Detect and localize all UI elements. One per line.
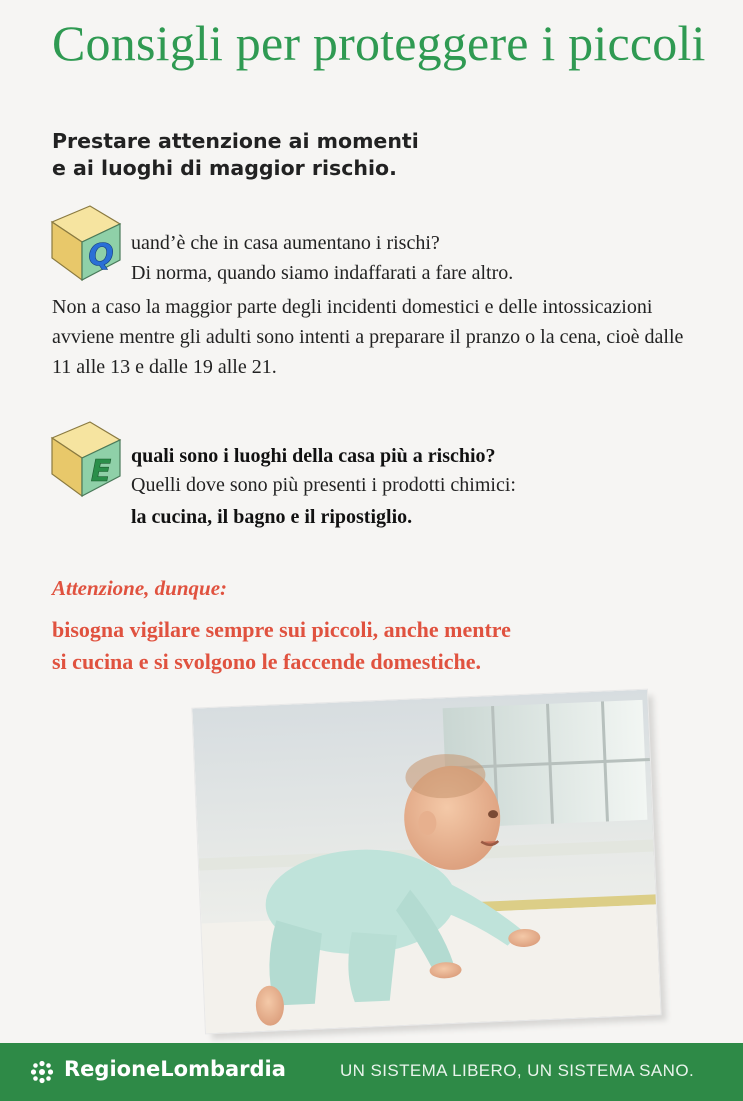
e-question-line: quali sono i luoghi della casa più a rischio? — [131, 445, 496, 467]
rose-camuna-icon — [30, 1060, 54, 1084]
attention-label: Attenzione, dunque: — [52, 576, 228, 600]
e-answer-line: Quelli dove sono più presenti i prodotti chimici: — [131, 474, 516, 496]
q-cube-letter: Q — [88, 238, 114, 273]
footer-slogan: UN SISTEMA LIBERO, UN SISTEMA SANO. — [340, 1061, 695, 1080]
subtitle — [52, 128, 419, 182]
q-answer-line: Di norma, quando siamo indaffarati a fare altro. — [131, 262, 514, 284]
subtitle-line-1: Prestare attenzione ai momenti — [52, 129, 419, 153]
attention-text — [52, 614, 672, 678]
subtitle-line-2: e ai luoghi di maggior rischio. — [52, 156, 397, 180]
brand-name: RegioneLombardia — [64, 1057, 286, 1081]
q-letter-cube-icon — [46, 200, 126, 282]
e-letter-cube-icon — [46, 416, 126, 498]
page-title: Consigli per proteggere i piccoli — [52, 15, 706, 71]
e-answer-emphasis: la cucina, il bagno e il ripostiglio. — [131, 506, 413, 528]
attention-text-line-2: si cucina e si svolgono le faccende domestiche. — [52, 649, 481, 674]
crawling-baby-photo — [191, 689, 661, 1035]
attention-text-line-1: bisogna vigilare sempre sui piccoli, anche mentre — [52, 617, 511, 642]
q-question-line: uand’è che in casa aumentano i rischi? — [131, 232, 440, 254]
footer-bar — [0, 1043, 743, 1101]
q-paragraph: Non a caso la maggior parte degli incidenti domestici e delle intossicazioni avviene mentre gli adulti sono intenti a preparare il pranzo o la cena, cioè dalle 11 alle 13 e dalle 19 alle 21. — [52, 296, 684, 378]
e-cube-letter: E — [90, 454, 112, 489]
